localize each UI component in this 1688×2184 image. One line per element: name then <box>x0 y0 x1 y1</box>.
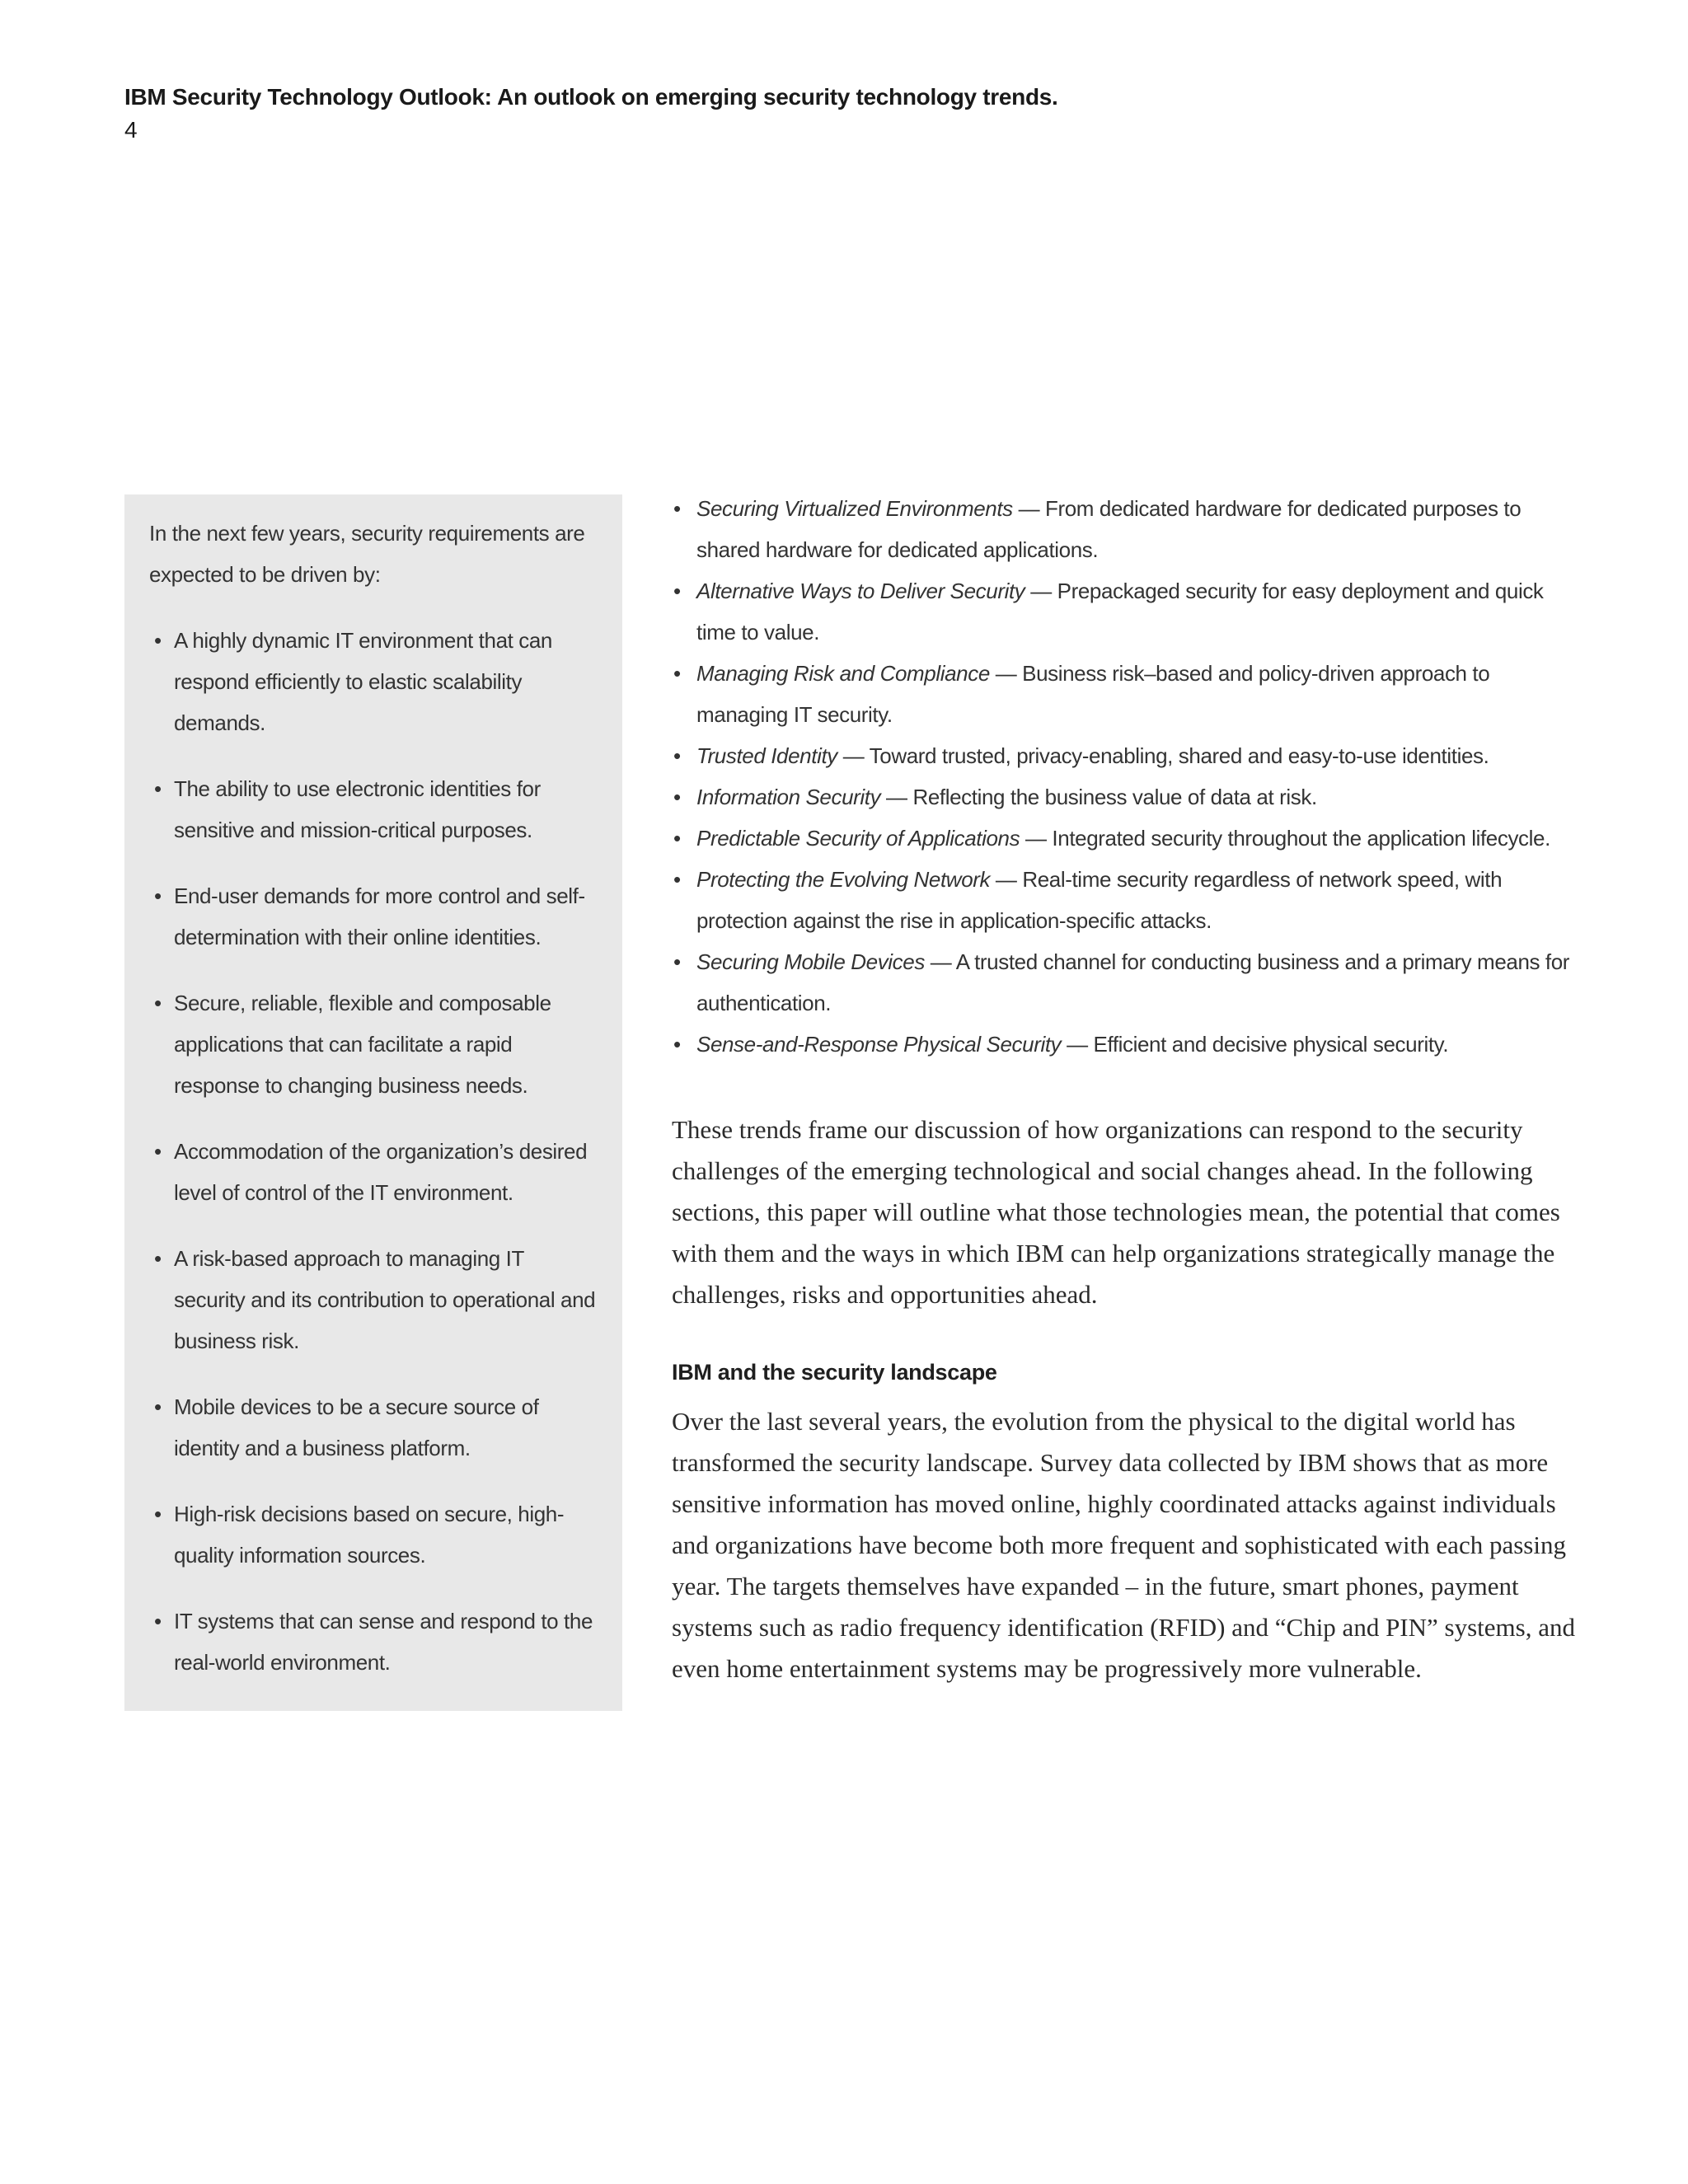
sidebar-list-item <box>149 1386 598 1469</box>
sidebar-item-text: The ability to use electronic identities for sensitive and mission-critical purposes. <box>174 776 541 842</box>
sidebar-item-text: Accommodation of the organization’s desired level of control of the IT environment. <box>174 1139 588 1205</box>
trend-item <box>672 818 1587 859</box>
sidebar-item-text: A risk-based approach to managing IT security and its contribution to operational and business risk. <box>174 1246 596 1353</box>
bullet-icon: • <box>154 1246 162 1271</box>
sidebar-item-text: Secure, reliable, flexible and composable applications that can facilitate a rapid response to changing business needs. <box>174 991 551 1098</box>
trend-term: Trusted Identity <box>696 743 837 768</box>
bullet-icon: • <box>154 1502 162 1526</box>
trend-term: Information Security <box>696 785 881 809</box>
document-header-title: IBM Security Technology Outlook: An outlook on emerging security technology trends. <box>124 84 1058 110</box>
trend-description: — Efficient and decisive physical security. <box>1061 1032 1449 1057</box>
trend-item <box>672 488 1587 570</box>
trend-term: Securing Mobile Devices <box>696 949 925 974</box>
trend-description: — Integrated security throughout the application lifecycle. <box>1020 826 1550 851</box>
bullet-icon: • <box>673 579 681 603</box>
bullet-icon: • <box>154 991 162 1015</box>
trend-item <box>672 570 1587 653</box>
bullet-icon: • <box>673 949 681 974</box>
section-heading: IBM and the security landscape <box>672 1360 997 1385</box>
sidebar-list-item <box>149 875 598 958</box>
bullet-icon: • <box>154 1609 162 1633</box>
bullet-icon: • <box>673 826 681 851</box>
bullet-icon: • <box>673 1032 681 1057</box>
trend-term: Alternative Ways to Deliver Security <box>696 579 1025 603</box>
trend-term: Managing Risk and Compliance <box>696 661 990 686</box>
trend-item <box>672 776 1587 818</box>
bullet-icon: • <box>154 883 162 908</box>
page-number: 4 <box>124 117 138 143</box>
bullet-icon: • <box>673 785 681 809</box>
trend-item <box>672 735 1587 776</box>
sidebar-list-item <box>149 620 598 743</box>
sidebar-list-item <box>149 1131 598 1213</box>
bullet-icon: • <box>673 867 681 892</box>
bullet-icon: • <box>154 1139 162 1164</box>
sidebar-list-item <box>149 1601 598 1683</box>
trend-term: Protecting the Evolving Network <box>696 867 991 892</box>
trends-list <box>672 488 1587 1065</box>
trend-term: Securing Virtualized Environments <box>696 496 1013 521</box>
sidebar-list <box>149 620 598 1683</box>
trend-item <box>672 859 1587 941</box>
sidebar-callout-box <box>124 494 622 1711</box>
trend-description: — Reflecting the business value of data at risk. <box>880 785 1317 809</box>
trend-item <box>672 653 1587 735</box>
trend-item <box>672 1024 1587 1065</box>
bullet-icon: • <box>673 496 681 521</box>
sidebar-item-text: IT systems that can sense and respond to the real-world environment. <box>174 1609 593 1675</box>
bullet-icon: • <box>154 1394 162 1419</box>
body-paragraph-security-landscape: Over the last several years, the evolution from the physical to the digital world has transformed the security landscape. Survey data collected by IBM shows that as more sensitive information has moved online, highly coordinated attacks against individuals and organizations have become both more frequent and sophisticated with each passing year. The targets themselves have expanded – in the future, smart phones, payment systems such as radio frequency identification (RFID) and “Chip and PIN” systems, and even home entertainment systems may be progressively more vulnerable. <box>672 1407 1575 1683</box>
sidebar-item-text: Mobile devices to be a secure source of identity and a business platform. <box>174 1394 539 1460</box>
trend-description: — Prepackaged security for easy deployment and quick time to value. <box>696 579 1544 644</box>
body-paragraph-trends-summary: These trends frame our discussion of how organizations can respond to the security challenges of the emerging technological and social changes ahead. In the following sections, this paper will outline what those technologies mean, the potential that comes with them and the ways in which IBM can help organizations strategically manage the challenges, risks and opportunities ahead. <box>672 1115 1560 1309</box>
trend-item <box>672 941 1587 1024</box>
sidebar-list-item <box>149 768 598 851</box>
trend-description: — A trusted channel for conducting business and a primary means for authentication. <box>696 949 1570 1015</box>
sidebar-item-text: End-user demands for more control and self-determination with their online identities. <box>174 883 585 949</box>
trends-list-section <box>672 488 1587 1065</box>
sidebar-item-text: High-risk decisions based on secure, high-quality information sources. <box>174 1502 565 1568</box>
trend-term: Predictable Security of Applications <box>696 826 1020 851</box>
bullet-icon: • <box>154 776 162 801</box>
sidebar-list-item <box>149 982 598 1106</box>
sidebar-item-text: A highly dynamic IT environment that can respond efficiently to elastic scalability demands. <box>174 628 552 735</box>
sidebar-list-item <box>149 1493 598 1576</box>
sidebar-intro: In the next few years, security requirements are expected to be driven by: <box>149 521 585 587</box>
trend-description: — From dedicated hardware for dedicated purposes to shared hardware for dedicated applications. <box>696 496 1522 562</box>
trend-description: — Business risk–based and policy-driven approach to managing IT security. <box>696 661 1490 727</box>
sidebar-list-item <box>149 1238 598 1361</box>
bullet-icon: • <box>673 743 681 768</box>
bullet-icon: • <box>673 661 681 686</box>
bullet-icon: • <box>154 628 162 653</box>
trend-term: Sense-and-Response Physical Security <box>696 1032 1062 1057</box>
trend-description: — Toward trusted, privacy-enabling, shared and easy-to-use identities. <box>837 743 1489 768</box>
trend-description: — Real-time security regardless of network speed, with protection against the rise in application-specific attacks. <box>696 867 1503 933</box>
